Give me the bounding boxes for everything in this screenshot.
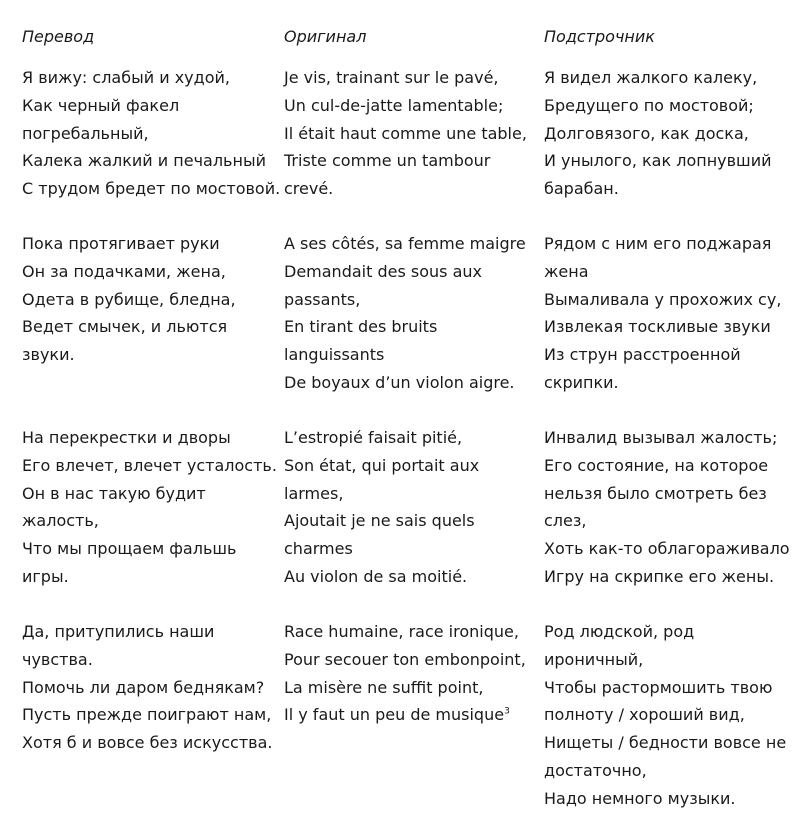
stanza <box>544 424 794 591</box>
verse-line: L’estropié faisait pitié, <box>284 428 463 447</box>
verse-line: Race humaine, race ironique, <box>284 622 519 641</box>
verse-line: С трудом бредет по мостовой. <box>22 179 281 199</box>
verse-line: larmes, <box>284 483 344 503</box>
verse-line: Калека жалкий и печальный <box>22 151 266 171</box>
verse-line: И унылого, как лопнувший <box>544 151 772 171</box>
verse-line: Из струн расстроенной <box>544 345 741 365</box>
verse-line: Пусть прежде поиграют нам, <box>22 705 272 725</box>
verse-line: Его влечет, влечет усталость. <box>22 455 277 475</box>
verse-line: charmes <box>284 539 353 559</box>
verse-line: жалость, <box>22 511 99 531</box>
verse-line: достаточно, <box>544 760 647 780</box>
verse-line: Чтобы растормошить твою <box>544 677 773 697</box>
verse-line: Как черный факел <box>22 95 180 115</box>
verse-line: Его состояние, на которое <box>544 455 769 475</box>
verse-line: Бредущего по мостовой; <box>544 95 754 115</box>
verse-line: crevé. <box>284 179 334 199</box>
stanza <box>544 64 794 203</box>
verse-line: скрипки. <box>544 372 619 392</box>
verse-line: Нищеты / бедности вовсе не <box>544 733 787 753</box>
verse-line: Pour secouer ton embonpoint, <box>284 649 526 669</box>
verse-line: Я вижу: слабый и худой, <box>22 68 230 87</box>
stanza <box>22 230 272 369</box>
column-translation <box>22 26 281 753</box>
verse-line: Инвалид вызывал жалость; <box>544 428 778 447</box>
verse-line: Пока протягивает руки <box>22 234 220 253</box>
column-interlinear <box>544 26 794 808</box>
verse-line: Извлекая тоскливые звуки <box>544 317 771 337</box>
stanza <box>544 618 794 813</box>
stanza <box>22 64 281 203</box>
stanza <box>544 230 794 397</box>
verse-line: Долговязого, как доска, <box>544 123 749 143</box>
verse-line: барабан. <box>544 179 619 199</box>
verse-line: Одета в рубище, бледна, <box>22 289 236 309</box>
verse-line: Triste comme un tambour <box>284 151 491 171</box>
column-header: Оригинал <box>284 27 367 46</box>
stanza <box>284 424 534 591</box>
verse-line: игры. <box>22 566 69 586</box>
verse-line: Un cul-de-jatte lamentable; <box>284 95 504 115</box>
verse-line: Хоть как-то облагораживало <box>544 539 790 559</box>
verse-line: чувства. <box>22 649 93 669</box>
stanza <box>284 230 534 397</box>
verse-line: жена <box>544 261 589 281</box>
verse-line: Игру на скрипке его жены. <box>544 566 775 586</box>
verse-line: languissants <box>284 345 385 365</box>
stanza <box>22 424 277 591</box>
verse-line: слез, <box>544 511 587 531</box>
verse-line: Помочь ли даром беднякам? <box>22 677 265 697</box>
verse-line: нельзя было смотреть без <box>544 483 767 503</box>
verse-line: Вымаливала у прохожих су, <box>544 289 782 309</box>
verse-line: Надо немного музыки. <box>544 788 736 808</box>
verse-line <box>284 701 534 729</box>
verse-line: Род людской, род <box>544 622 695 641</box>
verse-line: A ses côtés, sa femme maigre <box>284 234 526 253</box>
verse-line: полноту / хороший вид, <box>544 705 745 725</box>
verse-line: De boyaux d’un violon aigre. <box>284 372 515 392</box>
footnote-mark[interactable]: 3 <box>504 707 510 718</box>
column-header: Перевод <box>22 27 95 46</box>
column-original <box>284 26 534 725</box>
verse-line: Demandait des sous aux <box>284 261 482 281</box>
verse-line: Я видел жалкого калеку, <box>544 68 758 87</box>
verse-line: Ajoutait je ne sais quels <box>284 511 475 531</box>
column-header: Подстрочник <box>544 27 655 46</box>
verse-line: Ведет смычек, и льются <box>22 317 228 337</box>
verse-line: passants, <box>284 289 361 309</box>
verse-line: погребальный, <box>22 123 149 143</box>
verse-line-text: Il y faut un peu de musique <box>284 705 505 725</box>
verse-line: Он в нас такую будит <box>22 483 206 503</box>
verse-line: Что мы прощаем фальшь <box>22 539 237 559</box>
verse-line: ироничный, <box>544 649 644 669</box>
verse-line: Рядом с ним его поджарая <box>544 234 772 253</box>
verse-line: Он за подачками, жена, <box>22 261 226 281</box>
verse-line: La misère ne suffit point, <box>284 677 484 697</box>
stanza <box>284 618 534 729</box>
verse-line: En tirant des bruits <box>284 317 438 337</box>
verse-line: Au violon de sa moitié. <box>284 566 468 586</box>
verse-line: Да, притупились наши <box>22 622 215 641</box>
verse-line: звуки. <box>22 345 75 365</box>
stanza <box>284 64 534 203</box>
stanza <box>22 618 272 757</box>
verse-line: Хотя б и вовсе без искусства. <box>22 733 273 753</box>
verse-line: Son état, qui portait aux <box>284 455 480 475</box>
verse-line: На перекрестки и дворы <box>22 428 231 447</box>
verse-line: Je vis, trainant sur le pavé, <box>284 68 499 87</box>
verse-line: Il était haut comme une table, <box>284 123 527 143</box>
